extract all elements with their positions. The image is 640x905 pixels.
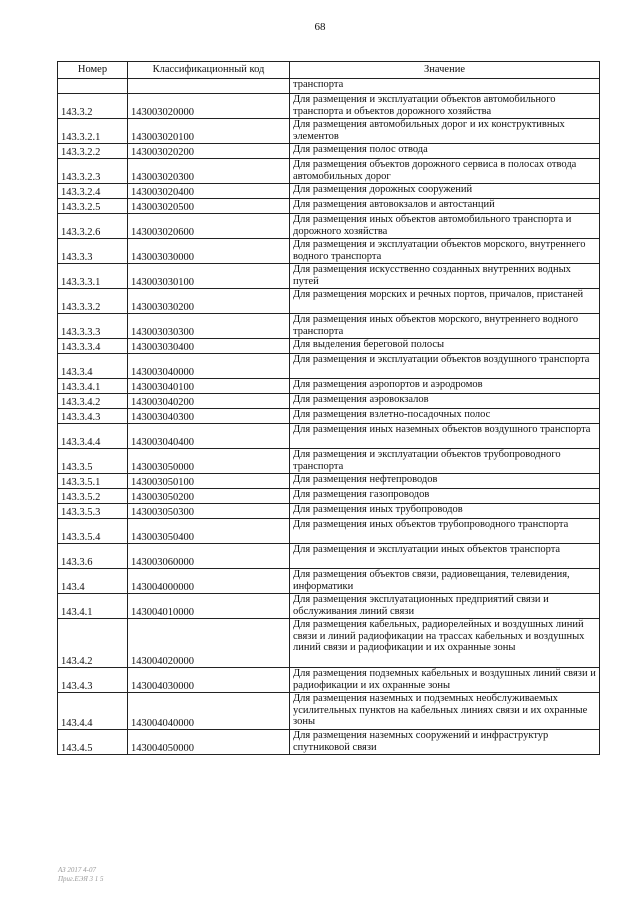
table-row: [58, 394, 600, 409]
row-code: 143003050000: [128, 449, 290, 474]
row-number: 143.3.2.5: [58, 199, 128, 214]
row-value: Для размещения объектов связи, радиовещания, телевидения, информатики: [290, 569, 600, 594]
row-value: Для размещения подземных кабельных и воздушных линий связи и радиофикации и их охранные зоны: [290, 668, 600, 693]
row-number: 143.3.2.6: [58, 214, 128, 239]
row-code: 143003040400: [128, 424, 290, 449]
page-number: 68: [314, 21, 326, 33]
table-row: [58, 489, 600, 504]
row-value: Для размещения и эксплуатации объектов воздушного транспорта: [290, 354, 600, 379]
table-row: [58, 544, 600, 569]
row-number: 143.3.2.4: [58, 184, 128, 199]
footer-line-2: Приг.ЕЭЯ 3 1 5: [58, 875, 104, 883]
row-code: 143003020500: [128, 199, 290, 214]
row-value: Для размещения аэропортов и аэродромов: [290, 379, 600, 394]
row-number: 143.3.4: [58, 354, 128, 379]
row-code: 143003040000: [128, 354, 290, 379]
row-code: 143003050200: [128, 489, 290, 504]
row-code: 143003040100: [128, 379, 290, 394]
table-row: [58, 314, 600, 339]
table-row: [58, 569, 600, 594]
row-code: 143003030300: [128, 314, 290, 339]
row-value: Для размещения искусственно созданных внутренних водных путей: [290, 264, 600, 289]
row-value: Для размещения эксплуатационных предприятий связи и обслуживания линий связи: [290, 594, 600, 619]
row-value: Для размещения иных объектов трубопроводного транспорта: [290, 519, 600, 544]
row-number: 143.3.3.3: [58, 314, 128, 339]
row-value: Для размещения нефтепроводов: [290, 474, 600, 489]
table-row: [58, 199, 600, 214]
row-number: 143.4: [58, 569, 128, 594]
table-row: [58, 693, 600, 730]
row-code: 143004040000: [128, 693, 290, 730]
row-value: Для размещения газопроводов: [290, 489, 600, 504]
row-number: 143.4.1: [58, 594, 128, 619]
row-value: Для размещения морских и речных портов, причалов, пристаней: [290, 289, 600, 314]
table-row: [58, 289, 600, 314]
row-value: Для размещения и эксплуатации объектов автомобильного транспорта и объектов дорожного хозяйства: [290, 94, 600, 119]
row-code: 143003020300: [128, 159, 290, 184]
header-value: Значение: [290, 62, 600, 79]
row-code: 143003030100: [128, 264, 290, 289]
row-code: 143003020400: [128, 184, 290, 199]
row-value: Для размещения аэровокзалов: [290, 394, 600, 409]
header-number: Номер: [58, 62, 128, 79]
table-row: [58, 79, 600, 94]
row-value: Для размещения иных трубопроводов: [290, 504, 600, 519]
row-number: 143.3.3.4: [58, 339, 128, 354]
row-value: Для размещения и эксплуатации объектов трубопроводного транспорта: [290, 449, 600, 474]
row-number: 143.3.5.1: [58, 474, 128, 489]
row-code: 143004010000: [128, 594, 290, 619]
footer-line-1: АЗ 2017 4-07: [58, 866, 96, 874]
table-row: [58, 730, 600, 755]
table-row: [58, 409, 600, 424]
row-code: 143003060000: [128, 544, 290, 569]
row-number: [58, 79, 128, 94]
row-code: 143003020000: [128, 94, 290, 119]
row-number: 143.3.5.4: [58, 519, 128, 544]
classification-table: [57, 61, 600, 755]
row-value: Для размещения и эксплуатации иных объектов транспорта: [290, 544, 600, 569]
table-row: [58, 354, 600, 379]
table-row: [58, 119, 600, 144]
row-code: 143003040300: [128, 409, 290, 424]
row-number: 143.3.5: [58, 449, 128, 474]
table-row: [58, 504, 600, 519]
row-value: Для размещения автовокзалов и автостанций: [290, 199, 600, 214]
row-code: 143003020600: [128, 214, 290, 239]
row-value: транспорта: [290, 79, 600, 94]
row-value: Для размещения автомобильных дорог и их конструктивных элементов: [290, 119, 600, 144]
row-number: 143.3.2.1: [58, 119, 128, 144]
row-value: Для размещения объектов дорожного сервиса в полосах отвода автомобильных дорог: [290, 159, 600, 184]
table-header-row: [58, 62, 600, 79]
row-code: 143003050400: [128, 519, 290, 544]
row-number: 143.4.4: [58, 693, 128, 730]
table-row: [58, 239, 600, 264]
table-row: [58, 594, 600, 619]
row-code: 143003020200: [128, 144, 290, 159]
row-value: Для размещения наземных и подземных необслуживаемых усилительных пунктов на кабельных линиях связи и их охранные зоны: [290, 693, 600, 730]
table-row: [58, 264, 600, 289]
header-code: Классификационный код: [128, 62, 290, 79]
row-code: 143004030000: [128, 668, 290, 693]
row-number: 143.3.2.3: [58, 159, 128, 184]
row-value: Для размещения наземных сооружений и инфраструктур спутниковой связи: [290, 730, 600, 755]
row-number: 143.4.5: [58, 730, 128, 755]
row-number: 143.3.2.2: [58, 144, 128, 159]
row-number: 143.3.4.2: [58, 394, 128, 409]
row-number: 143.3.5.2: [58, 489, 128, 504]
row-value: Для размещения иных наземных объектов воздушного транспорта: [290, 424, 600, 449]
row-number: 143.3.3.2: [58, 289, 128, 314]
table-row: [58, 474, 600, 489]
row-code: 143003030400: [128, 339, 290, 354]
row-code: 143003040200: [128, 394, 290, 409]
row-number: 143.3.5.3: [58, 504, 128, 519]
document-footer: [58, 866, 104, 884]
row-code: 143003020100: [128, 119, 290, 144]
row-number: 143.4.3: [58, 668, 128, 693]
row-value: Для выделения береговой полосы: [290, 339, 600, 354]
row-value: Для размещения кабельных, радиорелейных и воздушных линий связи и линий радиофикации на трассах кабельных и воздушных линий связи и радиофикации и их охранные зоны: [290, 619, 600, 668]
row-code: 143003050100: [128, 474, 290, 489]
row-value: Для размещения иных объектов автомобильного транспорта и дорожного хозяйства: [290, 214, 600, 239]
row-number: 143.3.6: [58, 544, 128, 569]
row-value: Для размещения полос отвода: [290, 144, 600, 159]
row-value: Для размещения взлетно-посадочных полос: [290, 409, 600, 424]
row-number: 143.4.2: [58, 619, 128, 668]
table-row: [58, 424, 600, 449]
table-row: [58, 519, 600, 544]
row-value: Для размещения дорожных сооружений: [290, 184, 600, 199]
row-number: 143.3.4.3: [58, 409, 128, 424]
row-code: [128, 79, 290, 94]
table-row: [58, 94, 600, 119]
table-row: [58, 339, 600, 354]
table-row: [58, 449, 600, 474]
row-code: 143003030000: [128, 239, 290, 264]
row-code: 143003050300: [128, 504, 290, 519]
row-number: 143.3.3: [58, 239, 128, 264]
row-code: 143004020000: [128, 619, 290, 668]
table-row: [58, 184, 600, 199]
row-number: 143.3.4.4: [58, 424, 128, 449]
row-value: Для размещения и эксплуатации объектов морского, внутреннего водного транспорта: [290, 239, 600, 264]
table-row: [58, 159, 600, 184]
row-code: 143004050000: [128, 730, 290, 755]
row-number: 143.3.2: [58, 94, 128, 119]
row-value: Для размещения иных объектов морского, внутреннего водного транспорта: [290, 314, 600, 339]
table-row: [58, 379, 600, 394]
row-number: 143.3.3.1: [58, 264, 128, 289]
table-row: [58, 668, 600, 693]
row-number: 143.3.4.1: [58, 379, 128, 394]
row-code: 143003030200: [128, 289, 290, 314]
row-code: 143004000000: [128, 569, 290, 594]
table-row: [58, 619, 600, 668]
table-row: [58, 214, 600, 239]
table-row: [58, 144, 600, 159]
